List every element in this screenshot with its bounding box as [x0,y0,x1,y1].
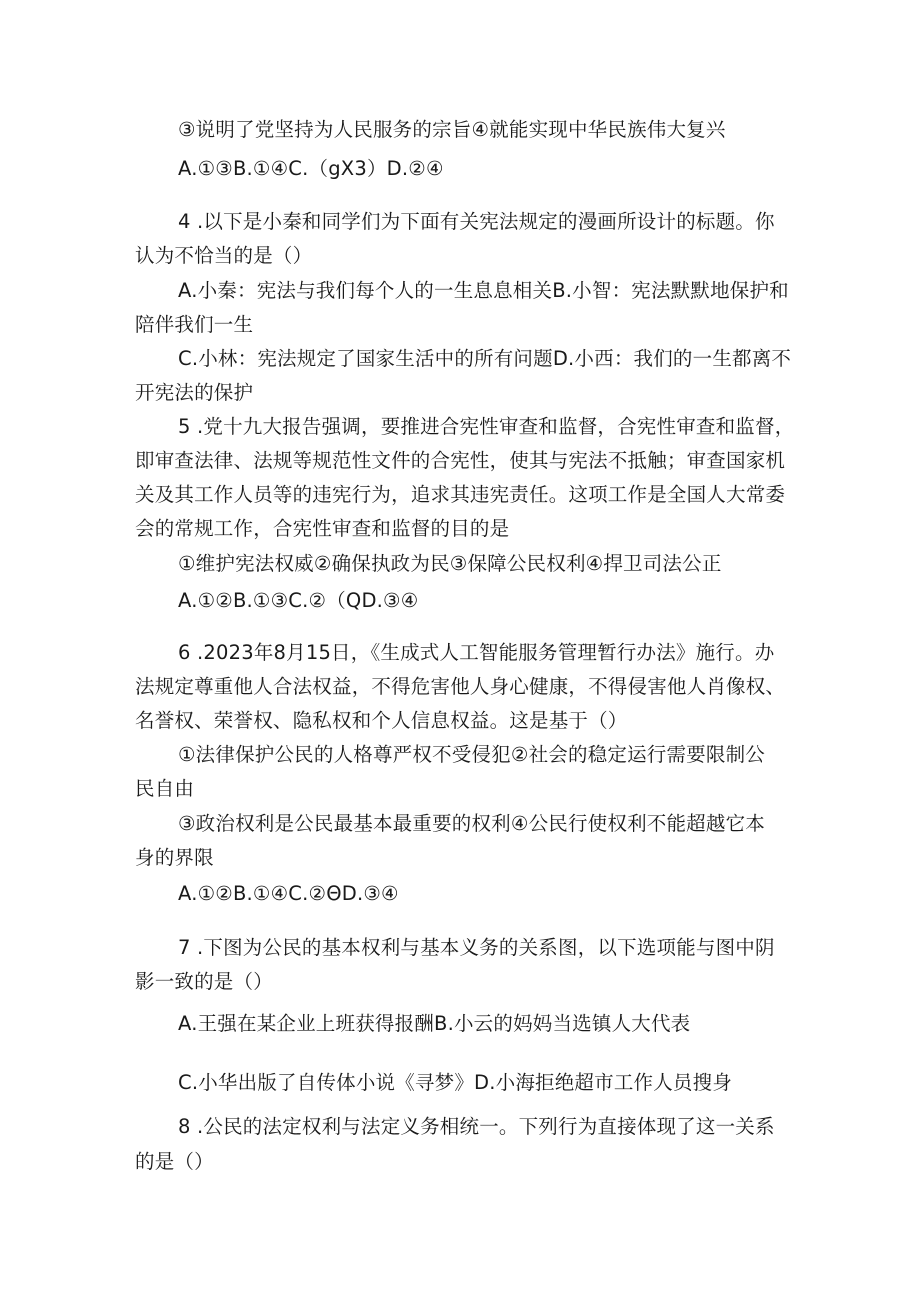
q6-stem-line-1: 6 .2023年8月15日，《生成式人工智能服务管理暂行办法》施行。办 [178,641,775,664]
q3-answer-choices: A.①③B.①④C.（gX3）D.②④ [178,157,444,180]
q6-option-34-line-2: 身的界限 [135,846,214,869]
q8-stem-line-2: 的是（） [135,1150,214,1173]
q4-option-cd-line-2: 开宪法的保护 [135,381,254,404]
q4-option-ab-line-2: 陪伴我们一生 [135,313,254,336]
q6-stem-line-3: 名誉权、荣誉权、隐私权和个人信息权益。这是基于（） [135,709,628,732]
q4-stem-line-1: 4 .以下是小秦和同学们为下面有关宪法规定的漫画所设计的标题。你 [178,210,775,233]
q5-stem-line-3: 关及其工作人员等的违宪行为，追求其违宪责任。这项工作是全国人大常委 [135,483,786,506]
q6-option-12-line-1: ①法律保护公民的人格尊严权不受侵犯②社会的稳定运行需要限制公 [178,743,765,766]
q7-option-ab: A.王强在某企业上班获得报酬B.小云的妈妈当选镇人大代表 [178,1012,691,1035]
q5-stem-line-2: 即审查法律、法规等规范性文件的合宪性，使其与宪法不抵触；审查国家机 [135,449,786,472]
q7-stem-line-1: 7 .下图为公民的基本权利与基本义务的关系图，以下选项能与图中阴 [178,936,775,959]
q4-stem-line-2: 认为不恰当的是（） [135,244,313,267]
q5-answer-choices: A.①②B.①③C.②（QD.③④ [178,589,419,612]
q4-option-cd-line-1: C.小林：宪法规定了国家生活中的所有问题D.小西：我们的一生都离不 [178,347,792,370]
q7-option-cd: C.小华出版了自传体小说《寻梦》D.小海拒绝超市工作人员搜身 [178,1071,733,1094]
q4-option-ab-line-1: A.小秦：宪法与我们每个人的一生息息相关B.小智：宪法默默地保护和 [178,279,789,302]
q5-stem-line-4: 会的常规工作，合宪性审查和监督的目的是 [135,517,510,540]
q7-stem-line-2: 影一致的是（） [135,970,273,993]
q6-option-34-line-1: ③政治权利是公民最基本最重要的权利④公民行使权利不能超越它本 [178,812,765,835]
q5-stem-line-1: 5 .党十九大报告强调，要推进合宪性审查和监督，合宪性审查和监督， [178,415,795,438]
q8-stem-line-1: 8 .公民的法定权利与法定义务相统一。下列行为直接体现了这一关系 [178,1115,775,1138]
q6-answer-choices: A.①②B.①④C.②ΘD.③④ [178,882,399,905]
q3-options-line: ③说明了党坚持为人民服务的宗旨④就能实现中华民族伟大复兴 [178,118,726,141]
q5-options-line: ①维护宪法权威②确保执政为民③保障公民权利④捍卫司法公正 [178,552,722,575]
q6-option-12-line-2: 民自由 [135,777,195,800]
q6-stem-line-2: 法规定尊重他人合法权益，不得危害他人身心健康，不得侵害他人肖像权、 [135,675,786,698]
